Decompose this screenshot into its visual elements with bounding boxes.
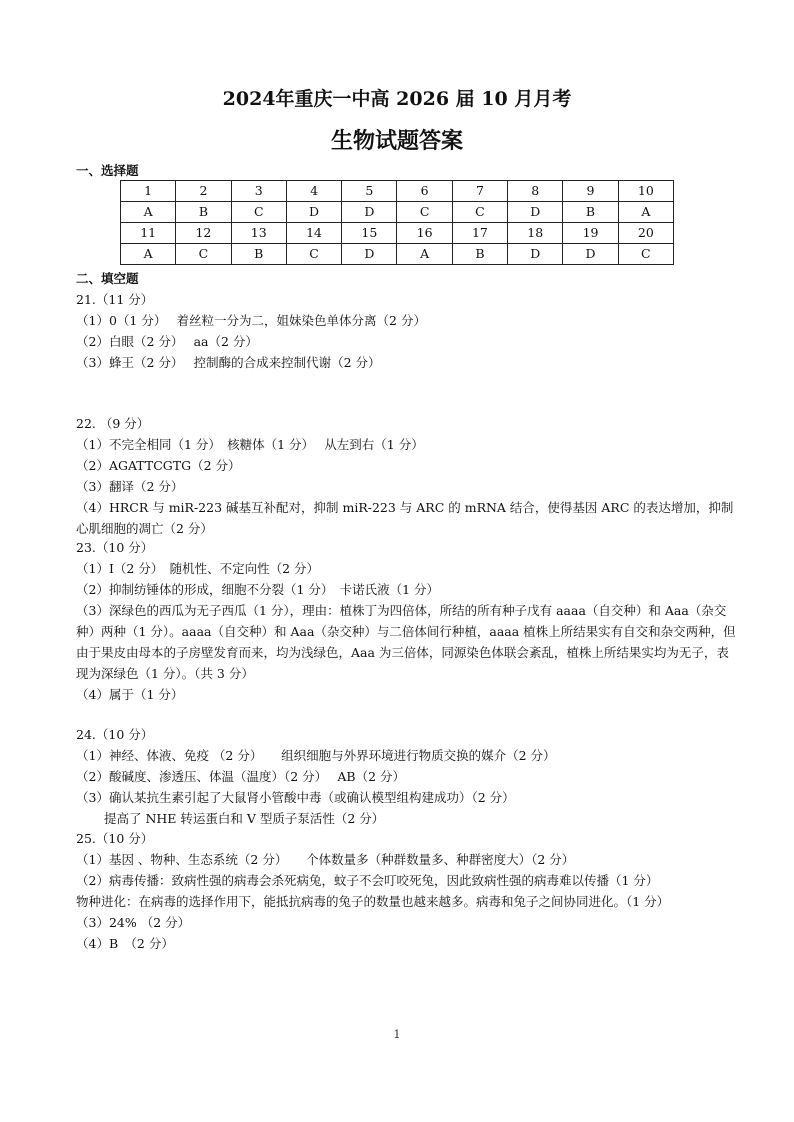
question-number-cell: 19 bbox=[563, 223, 618, 244]
answer-line: （2）酸碱度、渗透压、体温（温度）（2 分） AB（2 分） bbox=[76, 769, 405, 784]
answer-table-row bbox=[121, 223, 674, 244]
question-number-cell: 15 bbox=[342, 223, 397, 244]
answer-cell: C bbox=[618, 244, 673, 265]
answer-line: （2）AGATTCGTG（2 分） bbox=[76, 458, 241, 473]
question-number-cell: 2 bbox=[176, 181, 231, 202]
question-number-cell: 5 bbox=[342, 181, 397, 202]
answer-line: （3）蜂王（2 分） 控制酶的合成来控制代谢（2 分） bbox=[76, 355, 381, 370]
question-25-block bbox=[76, 828, 736, 954]
question-number-cell: 13 bbox=[231, 223, 286, 244]
answer-cell: A bbox=[121, 244, 176, 265]
answer-cell: A bbox=[397, 244, 452, 265]
question-number-cell: 7 bbox=[452, 181, 507, 202]
answer-cell: B bbox=[231, 244, 286, 265]
answer-line: （2）白眼（2 分） aa（2 分） bbox=[76, 334, 258, 349]
answer-table-row bbox=[121, 181, 674, 202]
answer-line: （1）基因 、物种、生态系统（2 分） 个体数量多（种群数量多、种群密度大）（2 分） bbox=[76, 852, 575, 867]
question-24-block bbox=[76, 724, 736, 829]
question-number-cell: 17 bbox=[452, 223, 507, 244]
answer-cell: A bbox=[121, 202, 176, 223]
answer-line: 物种进化：在病毒的选择作用下，能抵抗病毒的兔子的数量也越来越多。病毒和兔子之间协同进化。（1 分） bbox=[76, 894, 670, 909]
question-number-cell: 8 bbox=[508, 181, 563, 202]
answer-line: （3）翻译（2 分） bbox=[76, 479, 184, 494]
question-number-cell: 16 bbox=[397, 223, 452, 244]
question-number-cell: 4 bbox=[286, 181, 341, 202]
question-number-cell: 6 bbox=[397, 181, 452, 202]
answer-line: （4）HRCR 与 miR-223 碱基互补配对，抑制 miR-223 与 ARC 的 mRNA 结合，使得基因 ARC 的表达增加，抑制心肌细胞的凋亡（2 分） bbox=[76, 500, 734, 536]
answer-cell: C bbox=[286, 244, 341, 265]
answer-cell: D bbox=[508, 202, 563, 223]
answer-table-row bbox=[121, 244, 674, 265]
question-number-cell: 20 bbox=[618, 223, 673, 244]
question-number-cell: 12 bbox=[176, 223, 231, 244]
answer-table-row bbox=[121, 202, 674, 223]
question-22-block bbox=[76, 413, 736, 539]
section-choice-label: 一、选择题 bbox=[76, 163, 139, 178]
question-23-header: 23.（10 分） bbox=[76, 540, 154, 555]
answer-cell: C bbox=[231, 202, 286, 223]
answer-line: （2）病毒传播：致病性强的病毒会杀死病兔，蚊子不会叮咬死兔，因此致病性强的病毒难以传播（1 分） bbox=[76, 873, 659, 888]
answer-line: （3）24% （2 分） bbox=[76, 915, 191, 930]
answer-cell: B bbox=[563, 202, 618, 223]
question-number-cell: 3 bbox=[231, 181, 286, 202]
answer-table bbox=[120, 180, 674, 265]
answer-line: （2）抑制纺锤体的形成，细胞不分裂（1 分） 卡诺氏液（1 分） bbox=[76, 582, 440, 597]
answer-cell: C bbox=[176, 244, 231, 265]
answer-cell: D bbox=[508, 244, 563, 265]
answer-cell: D bbox=[563, 244, 618, 265]
question-22-header: 22. （9 分） bbox=[76, 416, 150, 431]
question-24-header: 24.（10 分） bbox=[76, 727, 154, 742]
answer-line: （1）不完全相同（1 分） 核糖体（1 分） 从左到右（1 分） bbox=[76, 437, 424, 452]
question-number-cell: 11 bbox=[121, 223, 176, 244]
question-23-block bbox=[76, 537, 736, 705]
answer-cell: C bbox=[397, 202, 452, 223]
answer-line: （4）B （2 分） bbox=[76, 936, 174, 951]
answer-cell: B bbox=[452, 244, 507, 265]
answer-cell: D bbox=[342, 244, 397, 265]
answer-cell: D bbox=[342, 202, 397, 223]
answer-cell: B bbox=[176, 202, 231, 223]
question-number-cell: 1 bbox=[121, 181, 176, 202]
answer-line: （1）神经、体液、免疫 （2 分） 组织细胞与外界环境进行物质交换的媒介（2 分） bbox=[76, 748, 556, 763]
question-21-header: 21.（11 分） bbox=[76, 292, 154, 307]
exam-subtitle: 生物试题答案 bbox=[330, 128, 463, 154]
question-number-cell: 10 bbox=[618, 181, 673, 202]
section-fill-label: 二、填空题 bbox=[76, 271, 139, 286]
question-21-block bbox=[76, 289, 736, 373]
answer-line: 提高了 NHE 转运蛋白和 V 型质子泵活性（2 分） bbox=[104, 811, 385, 826]
answer-cell: A bbox=[618, 202, 673, 223]
exam-title: 2024年重庆一中高 2026 届 10 月月考 bbox=[222, 88, 572, 110]
answer-cell: C bbox=[452, 202, 507, 223]
page-number: 1 bbox=[393, 1028, 401, 1041]
answer-line: （3）深绿色的西瓜为无子西瓜（1 分），理由：植株丁为四倍体，所结的所有种子戊有 aaaa（自交种）和 Aaa（杂交种）两种（1 分）。aaaa（自交种）和 Aaa（杂交种）与二倍体间行种植，aaaa 植株上所结果实有自交和杂交两种，但由于果皮由母本的子房壁发育而来，均为浅绿色，Aaa 为三倍体，同源染色体联会紊乱，植株上所结果实均为无子，表现为深绿色（1 分）。（共 3 分） bbox=[76, 603, 736, 681]
question-number-cell: 18 bbox=[508, 223, 563, 244]
question-number-cell: 14 bbox=[286, 223, 341, 244]
answer-line: （1）Ⅰ（2 分） 随机性、不定向性（2 分） bbox=[76, 561, 319, 576]
answer-line: （3）确认某抗生素引起了大鼠肾小管酸中毒（或确认模型组构建成功）（2 分） bbox=[76, 790, 515, 805]
question-number-cell: 9 bbox=[563, 181, 618, 202]
question-25-header: 25.（10 分） bbox=[76, 831, 154, 846]
answer-line: （4）属于（1 分） bbox=[76, 687, 184, 702]
answer-cell: D bbox=[286, 202, 341, 223]
answer-line: （1）0（1 分） 着丝粒一分为二，姐妹染色单体分离（2 分） bbox=[76, 313, 426, 328]
